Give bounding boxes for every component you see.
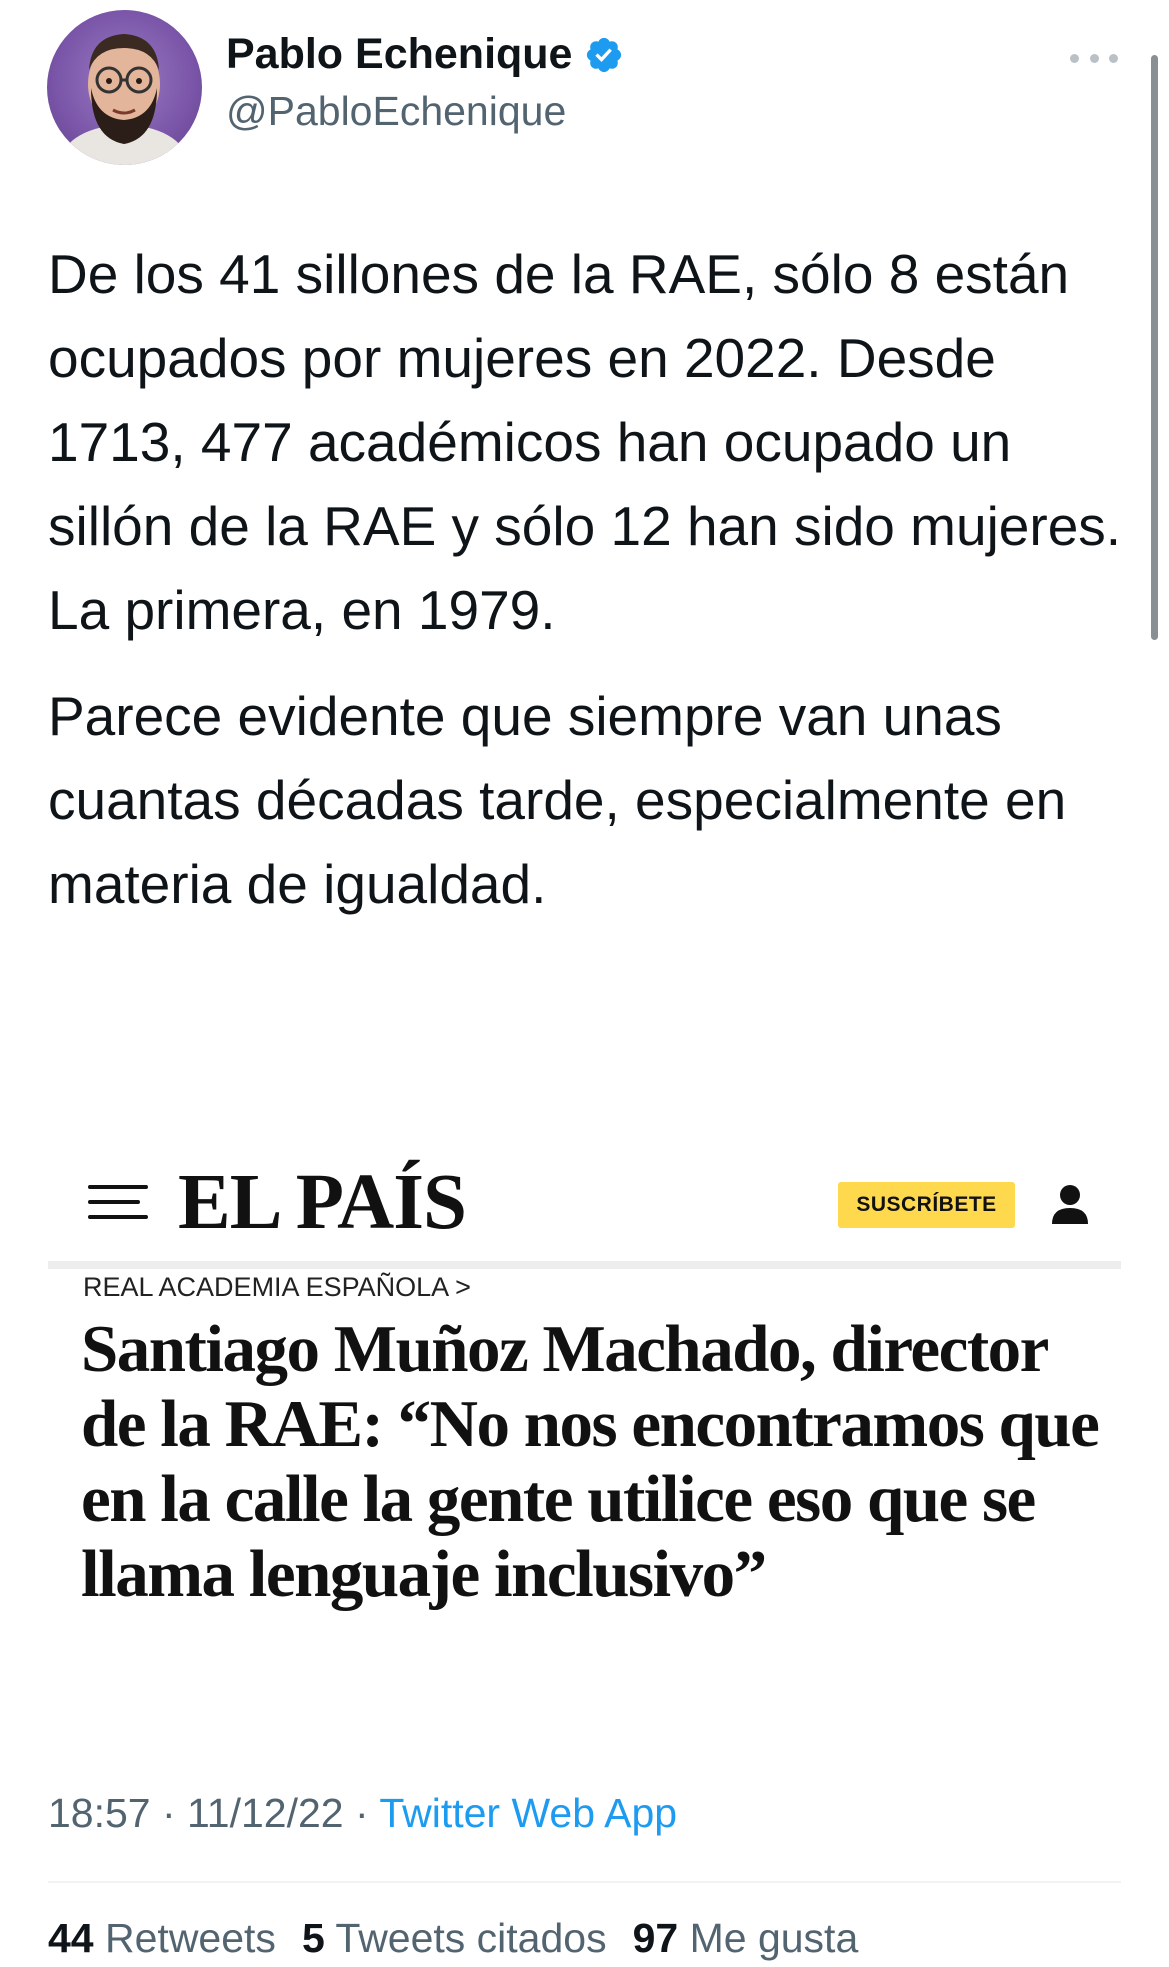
subscribe-button: SUSCRÍBETE [838, 1182, 1015, 1228]
retweets-stat[interactable] [48, 1915, 276, 1962]
likes-stat[interactable] [633, 1915, 859, 1962]
hamburger-menu-icon [88, 1185, 148, 1219]
more-dot [1109, 54, 1118, 63]
quote-tweets-stat[interactable] [302, 1915, 607, 1962]
user-handle[interactable]: @PabloEchenique [226, 88, 567, 134]
user-account-icon [1050, 1182, 1090, 1226]
display-name[interactable] [226, 30, 624, 79]
tweet-time[interactable]: 18:57 [48, 1790, 151, 1836]
likes-label: Me gusta [689, 1915, 859, 1961]
article-headline: Santiago Muñoz Machado, director de la RAE: “No nos encontramos que en la calle la gente utilice eso que se llama lenguaje inclusivo” [81, 1312, 1099, 1611]
likes-count: 97 [632, 1915, 679, 1961]
verified-badge-icon [584, 35, 624, 75]
quotes-label: Tweets citados [335, 1915, 607, 1961]
retweets-count: 44 [48, 1915, 94, 1961]
el-pais-logo: EL PAÍS [178, 1159, 466, 1246]
tweet-paragraph: Parece evidente que siempre van unas cuantas décadas tarde, especialmente en materia de igualdad. [48, 685, 1067, 915]
card-divider [48, 1261, 1121, 1269]
more-dot [1070, 54, 1079, 63]
more-options-icon[interactable] [1070, 48, 1118, 68]
tweet-text [48, 232, 1128, 926]
avatar-portrait-icon [47, 10, 202, 165]
quotes-count: 5 [301, 1915, 325, 1961]
meta-separator: · [150, 1790, 188, 1836]
meta-separator: · [343, 1790, 380, 1836]
retweets-label: Retweets [105, 1915, 276, 1961]
tweet-source-link[interactable]: Twitter Web App [379, 1790, 678, 1836]
tweet-date[interactable]: 11/12/22 [187, 1790, 344, 1836]
stats-divider [48, 1881, 1121, 1883]
tweet-paragraph: De los 41 sillones de la RAE, sólo 8 están ocupados por mujeres en 2022. Desde 1713, 477 académicos han ocupado un sillón de la RAE y sólo 12 han sido mujeres. La primera, en 1979. [48, 243, 1122, 641]
display-name-text: Pablo Echenique [226, 30, 573, 78]
avatar[interactable] [47, 10, 202, 165]
section-breadcrumb: REAL ACADEMIA ESPAÑOLA > [83, 1272, 471, 1302]
article-image-card[interactable] [48, 1140, 1121, 1735]
scrollbar[interactable] [1151, 55, 1158, 640]
tweet-metadata [48, 1790, 677, 1837]
more-dot [1090, 54, 1099, 63]
engagement-stats [48, 1915, 858, 1962]
